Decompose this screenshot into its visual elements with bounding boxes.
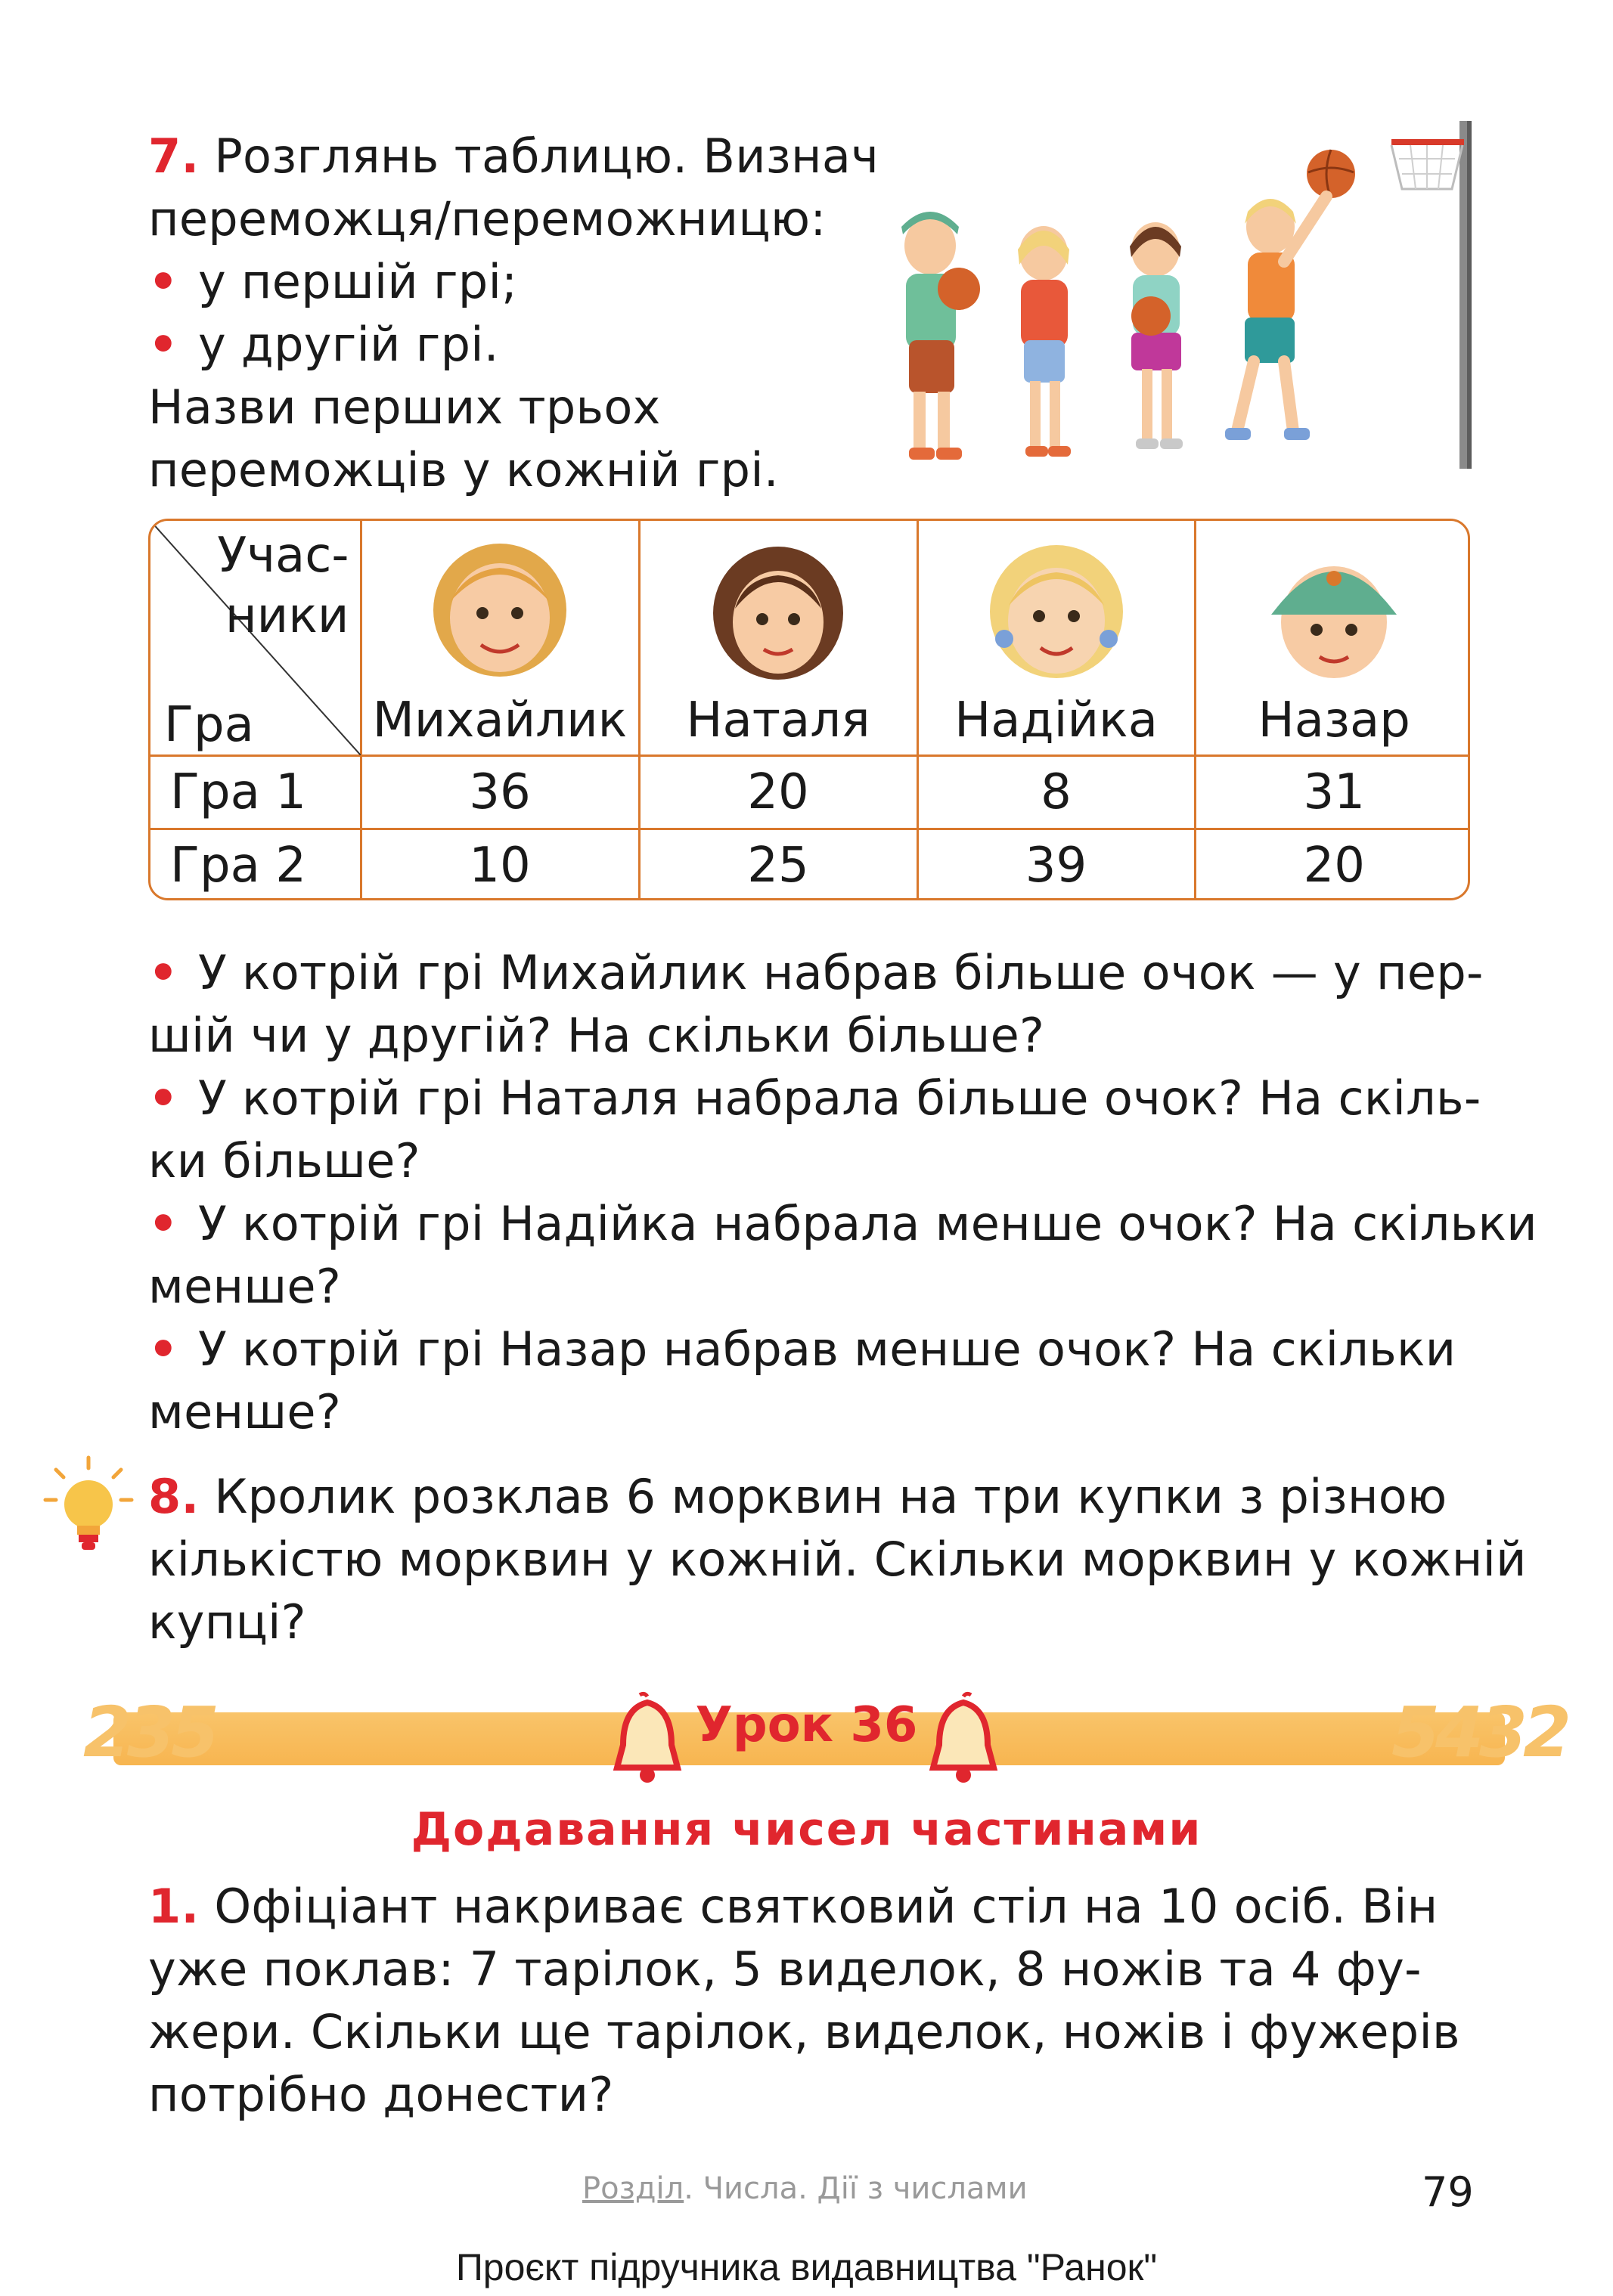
participant-header (639, 521, 917, 755)
banner-digits-left: 235 (83, 1692, 216, 1773)
task-1-line-2: уже поклав: 7 тарілок, 5 виделок, 8 ножів та 4 фу- (148, 1941, 1422, 1997)
bell-icon (926, 1690, 1001, 1789)
score-cell: 25 (639, 829, 917, 900)
score-cell: 20 (639, 755, 917, 829)
question-4-line-1: У котрій грі Назар набрав менше очок? На скільки (197, 1322, 1456, 1377)
row-label: Гра 2 (150, 829, 361, 900)
participant-header (1195, 521, 1470, 755)
banner-digits-right: 5432 (1391, 1692, 1568, 1773)
score-cell: 8 (917, 755, 1195, 829)
boy-cap-face-icon (1262, 541, 1406, 684)
participant-name: Назар (1258, 693, 1410, 749)
question-1-line-1: У котрій грі Михайлик набрав більше очок — у пер- (197, 945, 1484, 1000)
lesson-title: Урок 36 (695, 1697, 918, 1753)
task-7-tail-1: Назви перших трьох (148, 380, 661, 435)
task-7-number: 7. (148, 129, 200, 184)
girl-blonde-face-icon (985, 541, 1128, 684)
task-8-line-2: кількістю морквин у кожній. Скільки морквин у кожній (148, 1532, 1527, 1587)
task-7-bullet-2: у другій грі. (197, 317, 499, 372)
participant-name: Наталя (686, 693, 870, 749)
bullet-icon: • (148, 254, 178, 309)
table-row (150, 829, 1470, 900)
question-2-line-2: ки більше? (148, 1133, 420, 1188)
page-number: 79 (1422, 2168, 1474, 2216)
question-3-line-1: У котрій грі Надійка набрала менше очок? На скільки (197, 1196, 1537, 1251)
task-7-line-1: Розглянь таблицю. Визнач (214, 129, 879, 184)
question-3-line-2: менше? (148, 1259, 342, 1314)
task-7-bullet-1: у першій грі; (197, 254, 518, 309)
score-table (148, 519, 1470, 900)
table-corner-cell (150, 521, 361, 755)
participant-name: Михайлик (372, 693, 628, 749)
participant-header (361, 521, 639, 755)
bullet-icon: • (148, 1322, 178, 1377)
table-row (150, 755, 1470, 829)
boy-curly-face-icon (428, 541, 572, 684)
bullet-icon: • (148, 1071, 178, 1126)
basketball-kids-illustration (870, 113, 1497, 476)
score-cell: 20 (1195, 829, 1470, 900)
bullet-icon: • (148, 1196, 178, 1251)
footer-section-rest: . Числа. Дії з числами (684, 2171, 1028, 2206)
row-label: Гра 1 (150, 755, 361, 829)
task-8-number: 8. (148, 1469, 200, 1524)
corner-label-game: Гра (164, 696, 254, 753)
score-cell: 39 (917, 829, 1195, 900)
task-8-line-3: купці? (148, 1594, 306, 1650)
footer-section-link: Розділ (582, 2171, 684, 2206)
task-7-tail-2: переможців у кожній грі. (148, 442, 779, 497)
question-1-line-2: шій чи у другій? На скільки більше? (148, 1008, 1045, 1063)
question-4-line-2: менше? (148, 1384, 342, 1439)
score-cell: 31 (1195, 755, 1470, 829)
task-1 (148, 1875, 1460, 2126)
score-cell: 36 (361, 755, 639, 829)
bullet-icon: • (148, 945, 178, 1000)
task-8 (148, 1465, 1527, 1653)
task-1-number: 1. (148, 1879, 200, 1934)
project-note: Проєкт підручника видавництва "Ранок" (455, 2246, 1158, 2288)
bullet-icon: • (148, 317, 178, 372)
task-1-line-1: Офіціант накриває святковий стіл на 10 осіб. Він (214, 1879, 1438, 1934)
lesson-subtitle: Додавання чисел частинами (411, 1803, 1202, 1856)
lightbulb-icon (39, 1452, 138, 1565)
participant-name: Надійка (954, 693, 1158, 749)
task-7-line-2: переможця/переможницю: (148, 191, 827, 246)
score-cell: 10 (361, 829, 639, 900)
girl-braids-face-icon (706, 541, 850, 684)
task-1-line-4: потрібно донести? (148, 2067, 614, 2122)
task-7 (148, 125, 879, 501)
footer-section-label (582, 2171, 1028, 2206)
participant-header (917, 521, 1195, 755)
questions-list (148, 941, 1537, 1443)
corner-label-participants-2: ники (225, 588, 349, 644)
question-2-line-1: У котрій грі Наталя набрала більше очок? На скіль- (197, 1071, 1481, 1126)
task-8-line-1: Кролик розклав 6 морквин на три купки з різною (214, 1469, 1447, 1524)
task-1-line-3: жери. Скільки ще тарілок, виделок, ножів і фужерів (148, 2004, 1460, 2059)
corner-label-participants-1: Учас- (217, 528, 349, 584)
